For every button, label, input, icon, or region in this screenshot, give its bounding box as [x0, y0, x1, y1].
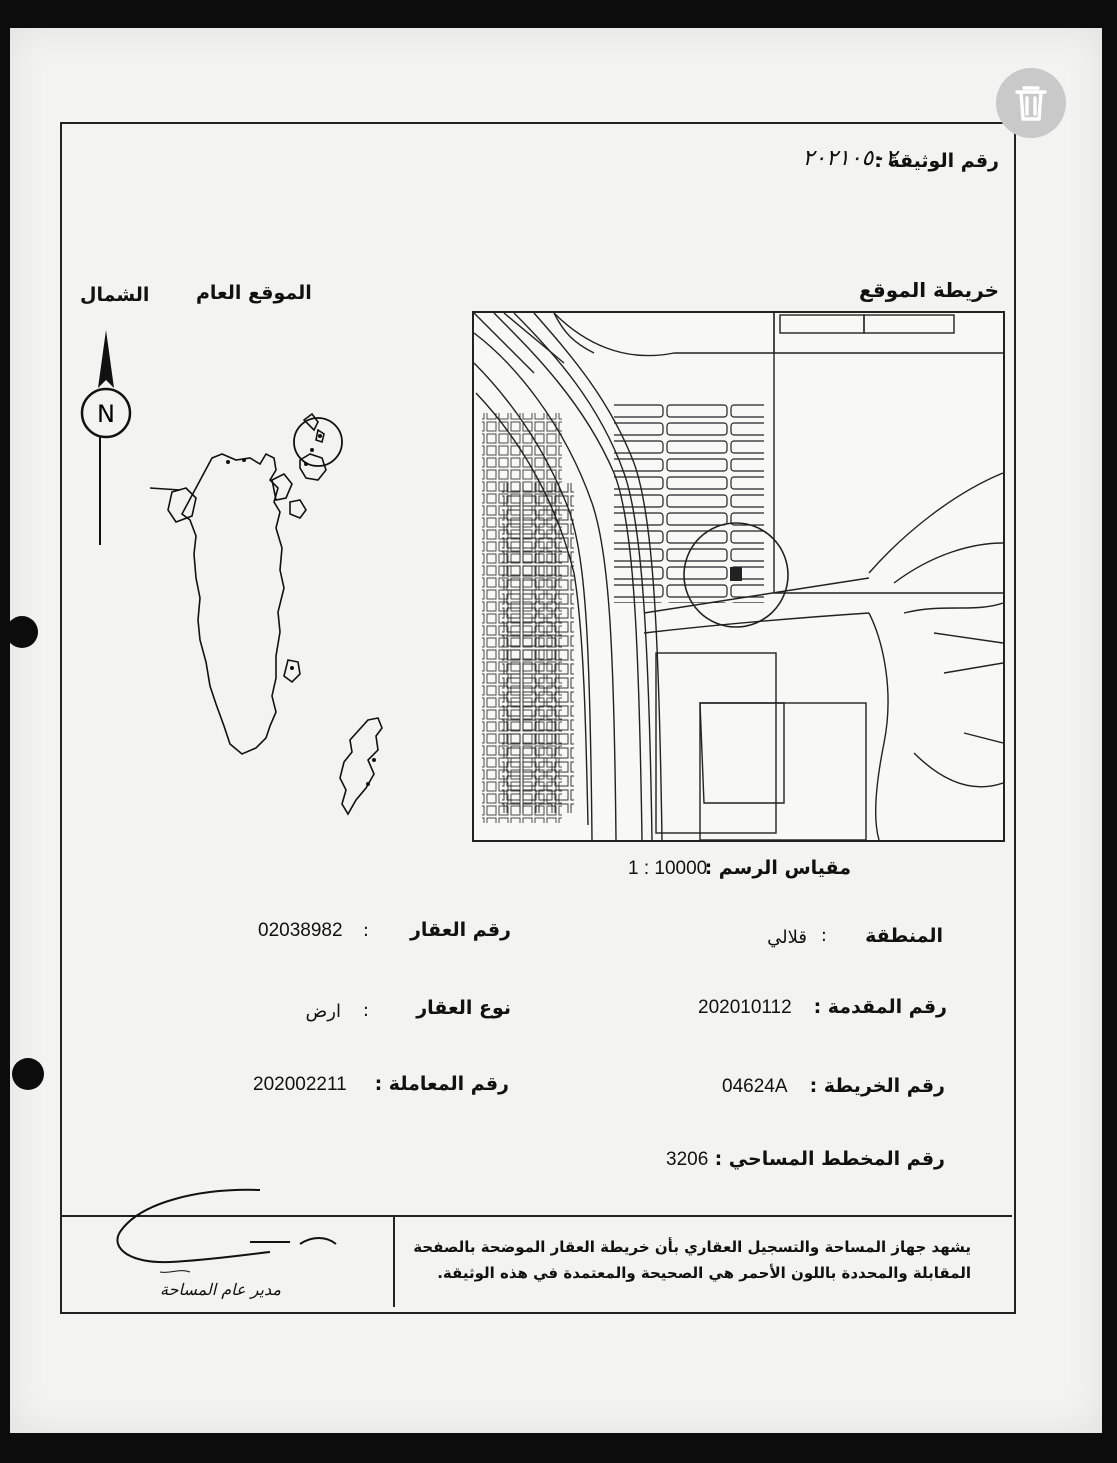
area-label: المنطقة: [865, 925, 943, 947]
property-type-sep: :: [362, 1000, 369, 1021]
property-type-value: ارض: [305, 1001, 341, 1022]
delete-button[interactable]: [996, 68, 1066, 138]
survey-plan-value: 3206: [666, 1149, 709, 1170]
map-no-value: 04624A: [722, 1076, 788, 1097]
area-value: قلالي: [767, 927, 807, 948]
punch-hole: [6, 616, 38, 648]
transaction-no-value: 202002211: [253, 1074, 347, 1095]
area-sep: :: [820, 925, 827, 946]
survey-plan-label: رقم المخطط المساحي :: [714, 1148, 945, 1170]
signature-title: مدير عام المساحة: [160, 1280, 281, 1299]
north-label: الشمال: [80, 284, 150, 306]
property-no-sep: :: [362, 920, 369, 941]
site-map: [472, 311, 1005, 842]
certification-line-2: المقابلة والمحددة باللون الأحمر هي الصحيحة والمعتمدة في هذه الوثيقة.: [437, 1264, 971, 1282]
map-no-label: رقم الخريطة :: [809, 1075, 945, 1097]
signature: [100, 1182, 360, 1282]
footer-divider: [393, 1217, 395, 1307]
application-no-label: رقم المقدمة :: [813, 996, 947, 1018]
punch-hole: [12, 1058, 44, 1090]
north-arrow-icon: [76, 330, 136, 550]
property-no-label: رقم العقار: [409, 919, 511, 941]
site-map-drawing: [474, 313, 1003, 840]
scale-label: مقياس الرسم :: [704, 857, 851, 879]
north-letter: N: [97, 400, 115, 428]
doc-number-value: ٢٠٢١٠٥٠٢: [802, 146, 897, 171]
doc-number-label: رقم الوثيقة :: [874, 150, 999, 172]
site-map-title: خريطة الموقع: [858, 278, 999, 302]
transaction-no-label: رقم المعاملة :: [374, 1073, 509, 1095]
property-type-label: نوع العقار: [416, 997, 511, 1019]
general-location-title: الموقع العام: [196, 282, 312, 304]
scale-value: 1 : 10000: [628, 858, 708, 879]
trash-icon: [1013, 83, 1049, 123]
property-no-value: 02038982: [258, 920, 343, 941]
general-location-map: [140, 400, 410, 830]
certification-line-1: يشهد جهاز المساحة والتسجيل العقاري بأن خريطة العقار الموضحة بالصفحة: [413, 1238, 971, 1256]
application-no-value: 202010112: [698, 997, 792, 1018]
